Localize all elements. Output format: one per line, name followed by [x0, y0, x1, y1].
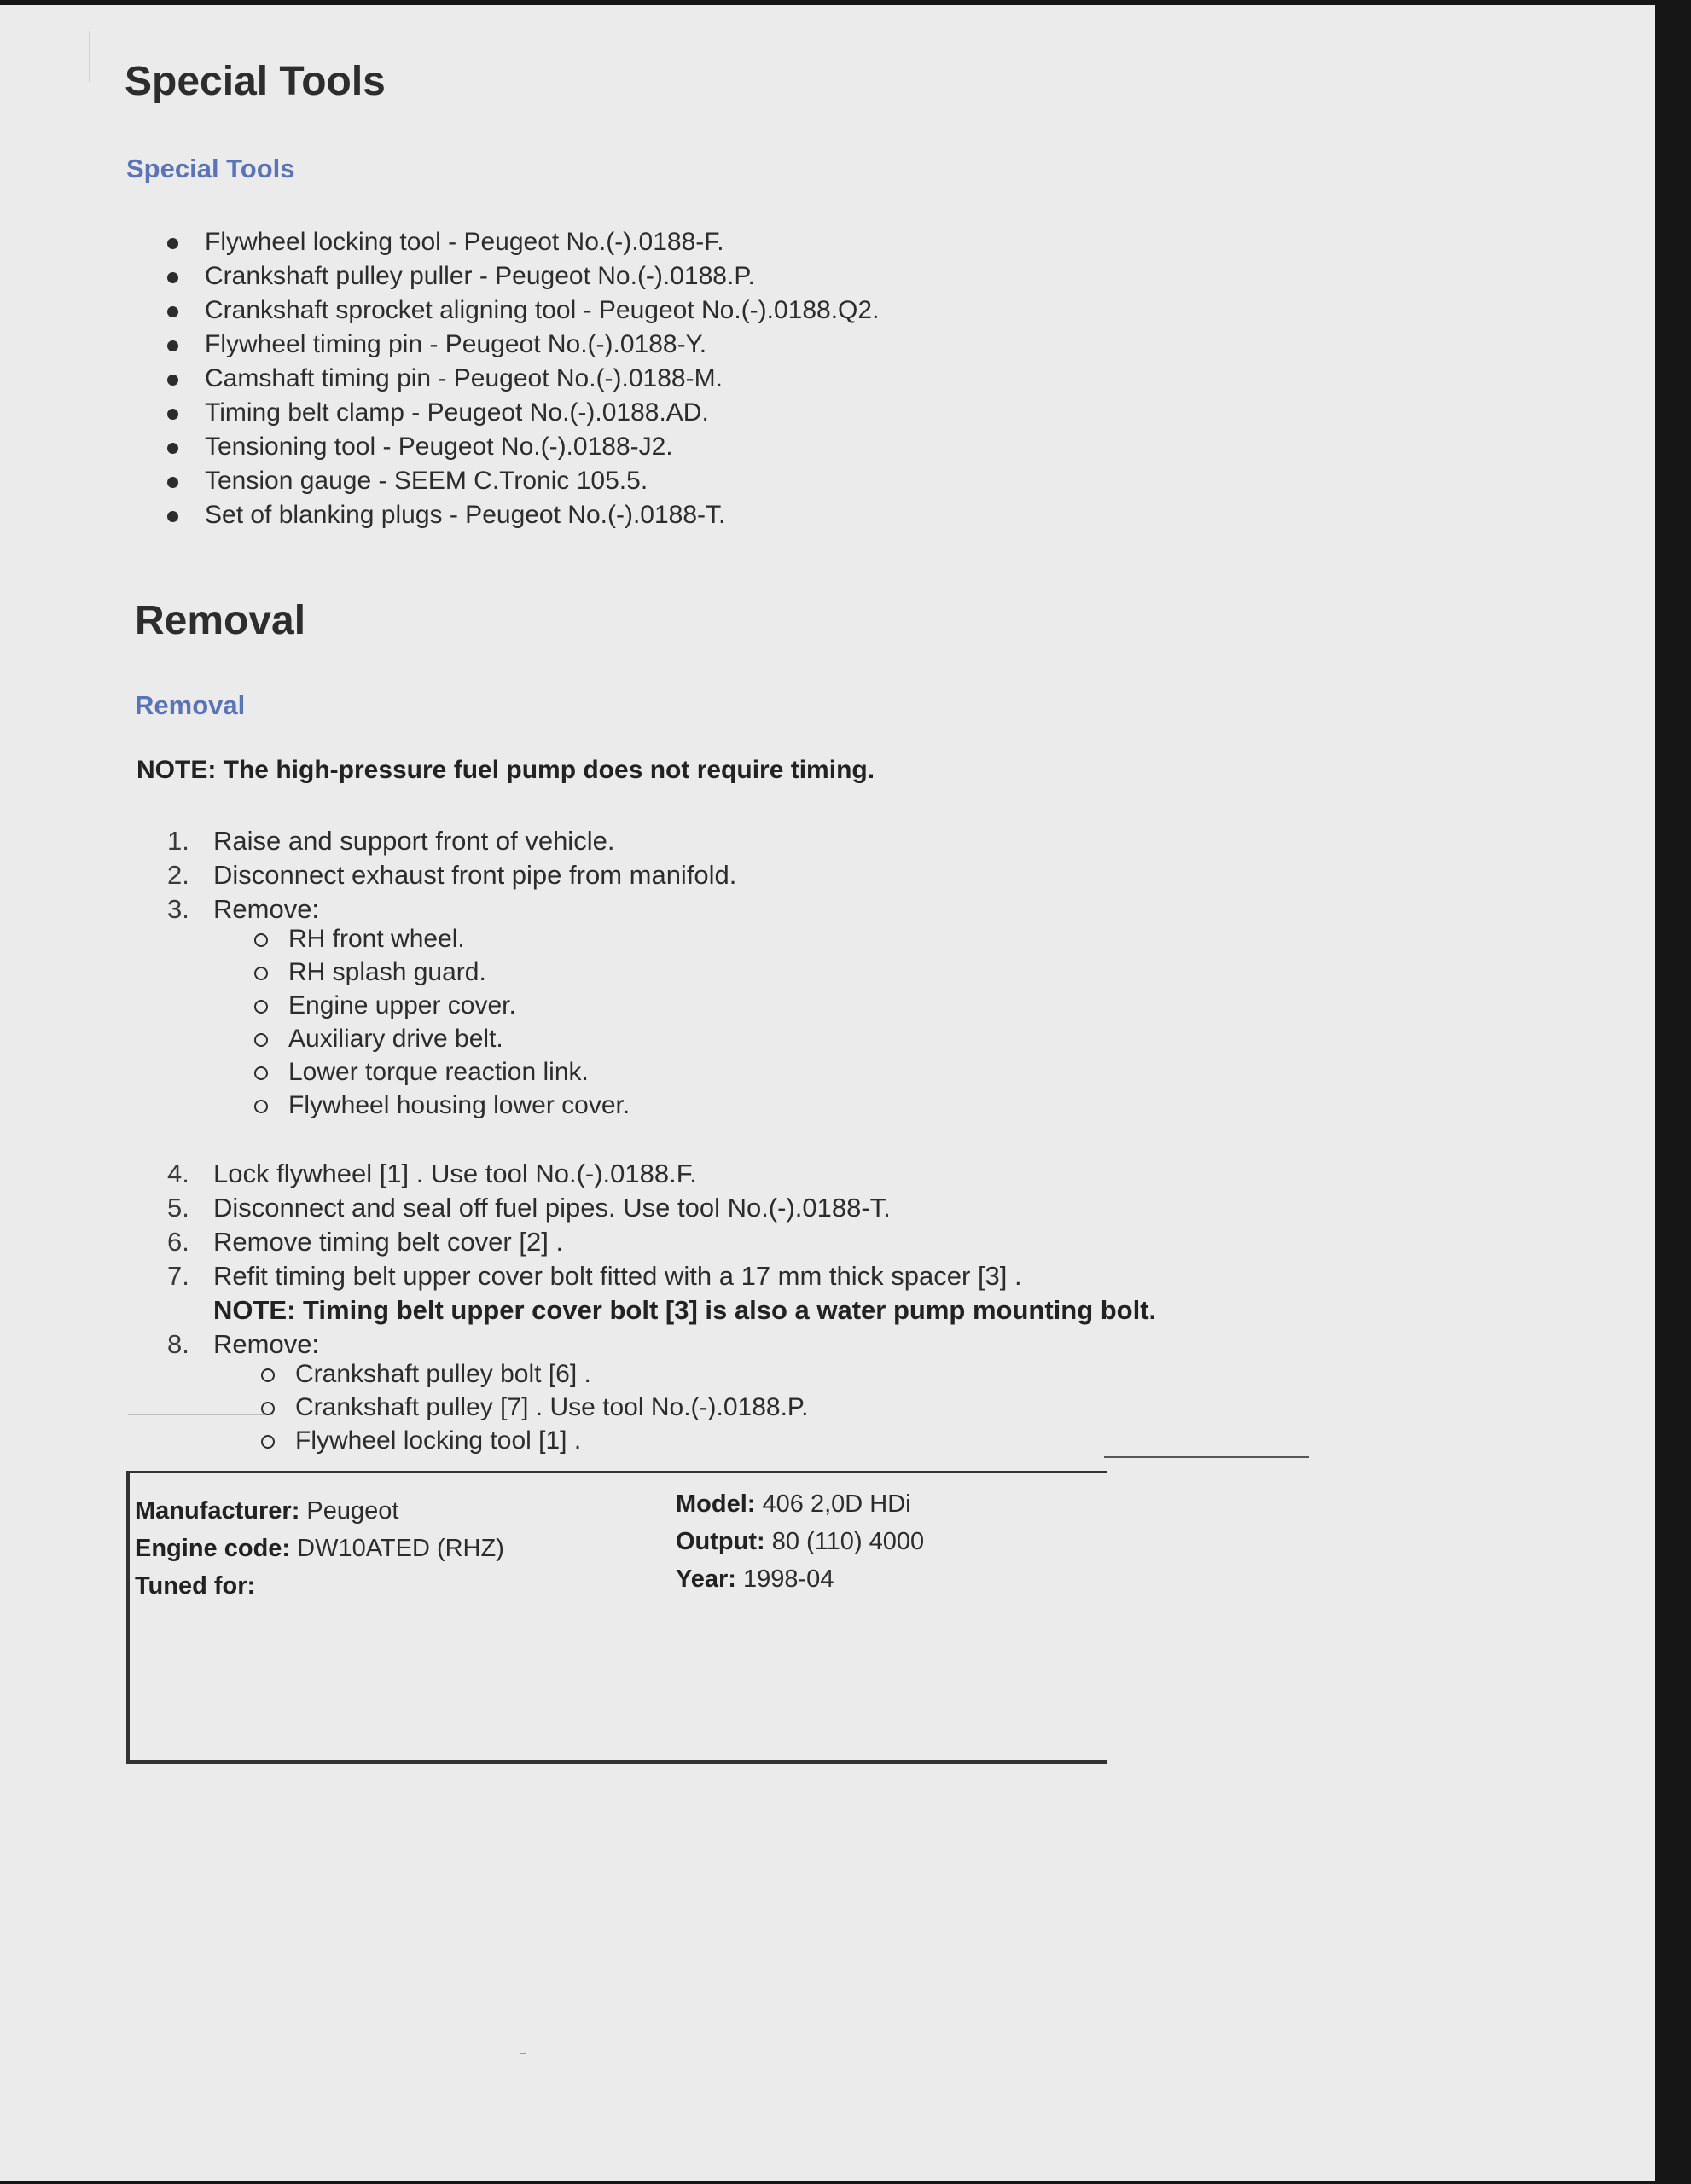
special-tools-list: [167, 225, 879, 532]
step-item: 4. Lock flywheel [1] . Use tool No.(-).0188.F.: [167, 1159, 697, 1188]
sub-item: Lower torque reaction link.: [254, 1055, 630, 1089]
circle-bullet-icon: [261, 1368, 275, 1382]
sub-item: Flywheel locking tool [1] .: [261, 1424, 808, 1457]
list-item: Set of blanking plugs - Peugeot No.(-).0188-T.: [167, 498, 879, 532]
list-item: Tensioning tool - Peugeot No.(-).0188-J2.: [167, 430, 879, 464]
output-row: Output: 80 (110) 4000: [676, 1528, 925, 1555]
circle-bullet-icon: [254, 933, 268, 947]
sub-item: Auxiliary drive belt.: [254, 1022, 630, 1055]
sub-item: Crankshaft pulley bolt [6] .: [261, 1357, 808, 1391]
list-item: Tension gauge - SEEM C.Tronic 105.5.: [167, 464, 879, 498]
year-row: Year: 1998-04: [676, 1565, 834, 1593]
step-item: 2. Disconnect exhaust front pipe from manifold.: [167, 860, 737, 890]
list-item: Flywheel timing pin - Peugeot No.(-).0188-Y.: [167, 328, 879, 362]
step-item: 3. Remove:: [167, 894, 320, 924]
bullet-icon: [167, 238, 178, 249]
bullet-icon: [167, 375, 178, 386]
step-item: 6. Remove timing belt cover [2] .: [167, 1227, 564, 1257]
vehicle-info-box: [126, 1471, 1107, 1764]
sub-item: RH front wheel.: [254, 922, 630, 956]
bullet-icon: [167, 409, 178, 420]
step-item: 5. Disconnect and seal off fuel pipes. Use tool No.(-).0188-T.: [167, 1193, 891, 1223]
step-item: 8. Remove:: [167, 1329, 320, 1359]
sub-item: RH splash guard.: [254, 956, 630, 989]
circle-bullet-icon: [254, 1000, 268, 1014]
model-row: Model: 406 2,0D HDi: [676, 1490, 911, 1518]
bullet-icon: [167, 272, 178, 283]
list-item: Timing belt clamp - Peugeot No.(-).0188.AD.: [167, 396, 879, 430]
box-line-extension: [1104, 1456, 1309, 1458]
list-item: Crankshaft sprocket aligning tool - Peugeot No.(-).0188.Q2.: [167, 293, 879, 328]
step3-sublist: [254, 922, 630, 1122]
circle-bullet-icon: [261, 1402, 275, 1415]
removal-heading: Removal: [135, 598, 306, 643]
document-page: [0, 5, 1655, 2181]
scan-edge-mark: [89, 31, 90, 82]
scan-speck: [520, 2053, 526, 2054]
circle-bullet-icon: [254, 967, 268, 980]
circle-bullet-icon: [261, 1435, 275, 1449]
removal-note: NOTE: The high-pressure fuel pump does not require timing.: [137, 756, 875, 784]
special-tools-heading: Special Tools: [125, 59, 386, 104]
step-note: NOTE: Timing belt upper cover bolt [3] is also a water pump mounting bolt.: [213, 1295, 1157, 1325]
list-item: Camshaft timing pin - Peugeot No.(-).0188-M.: [167, 362, 879, 396]
bullet-icon: [167, 306, 178, 317]
manufacturer-row: Manufacturer: Peugeot: [135, 1497, 399, 1525]
scan-artifact-line: [128, 1414, 273, 1415]
removal-steps-first: [167, 824, 736, 926]
bullet-icon: [167, 511, 178, 522]
list-item: Flywheel locking tool - Peugeot No.(-).0188-F.: [167, 225, 879, 259]
step-item: 1. Raise and support front of vehicle.: [167, 826, 615, 856]
step-item: 7. Refit timing belt upper cover bolt fitted with a 17 mm thick spacer [3] .: [167, 1261, 1022, 1291]
step8-sublist: [261, 1357, 808, 1457]
bullet-icon: [167, 340, 178, 351]
circle-bullet-icon: [254, 1033, 268, 1047]
removal-steps-second: [167, 1157, 1156, 1362]
bullet-icon: [167, 477, 178, 488]
circle-bullet-icon: [254, 1066, 268, 1080]
removal-subheading: Removal: [135, 690, 246, 720]
engine-code-row: Engine code: DW10ATED (RHZ): [135, 1535, 504, 1562]
circle-bullet-icon: [254, 1100, 268, 1113]
sub-item: Engine upper cover.: [254, 989, 630, 1022]
sub-item: Crankshaft pulley [7] . Use tool No.(-).0188.P.: [261, 1391, 808, 1424]
list-item: Crankshaft pulley puller - Peugeot No.(-).0188.P.: [167, 259, 879, 293]
tuned-for-row: Tuned for:: [135, 1572, 256, 1600]
special-tools-subheading: Special Tools: [126, 154, 295, 183]
bullet-icon: [167, 443, 178, 454]
sub-item: Flywheel housing lower cover.: [254, 1089, 630, 1122]
